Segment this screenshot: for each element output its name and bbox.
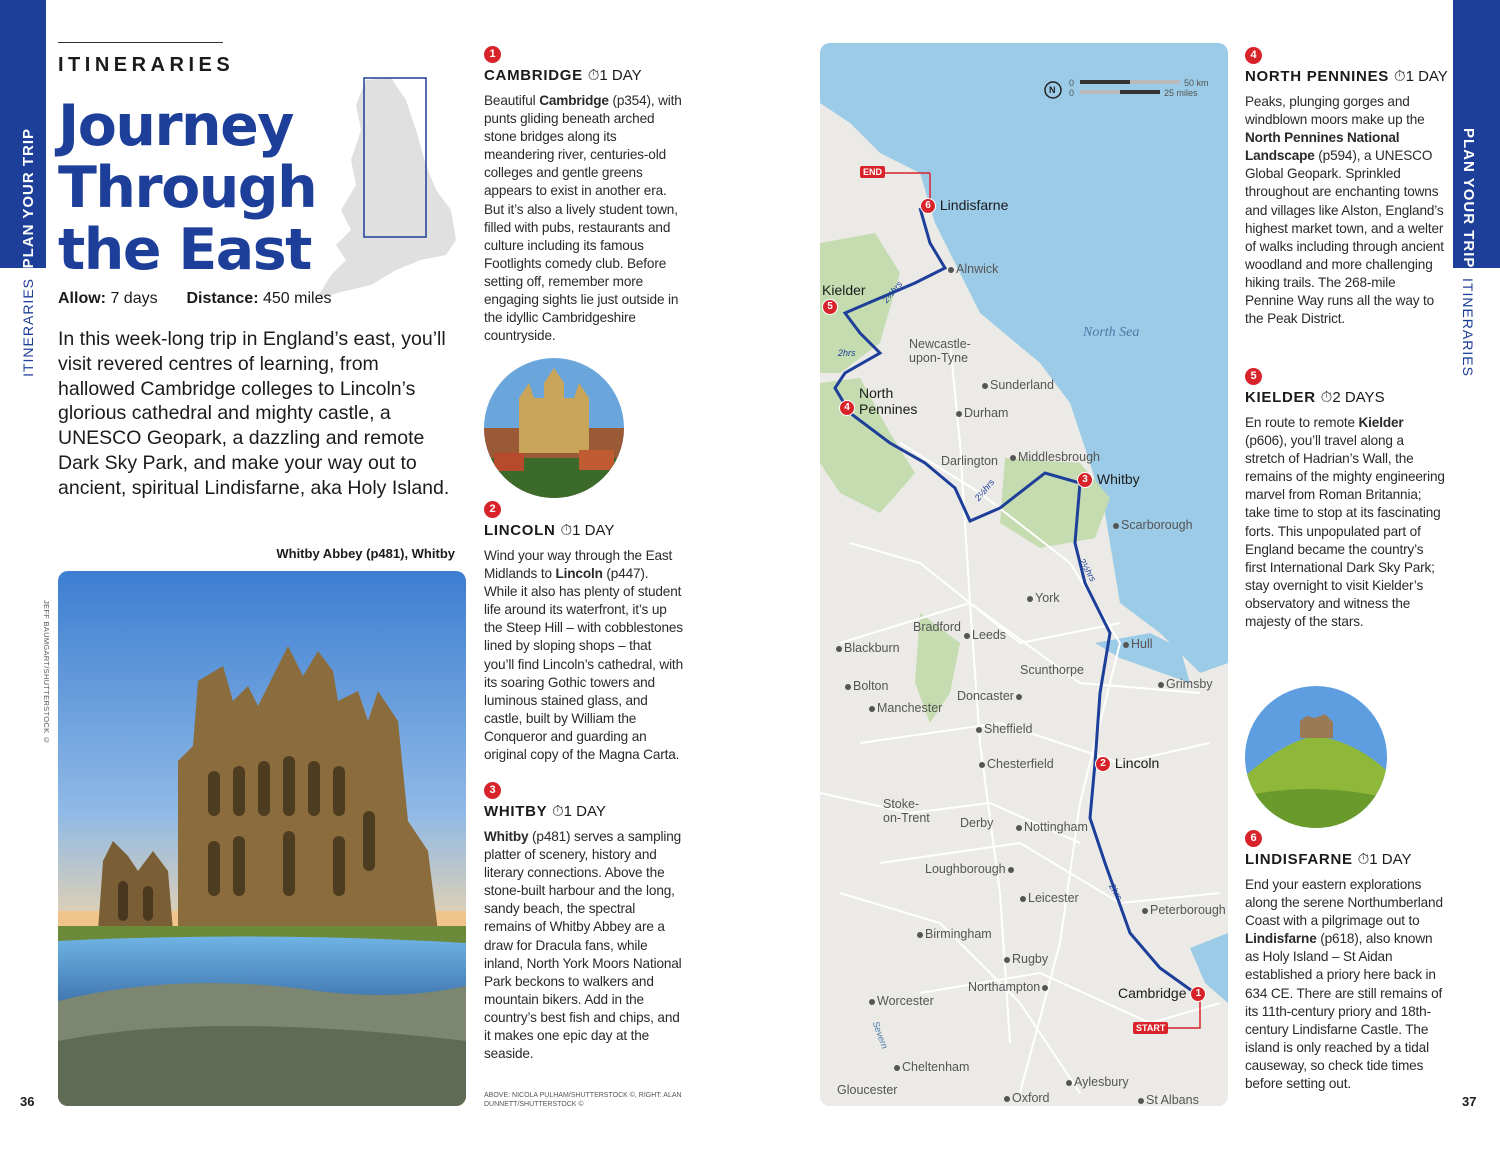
stop-north-pennines [1245, 45, 1448, 328]
stop-duration: 1 DAY [1369, 851, 1412, 868]
stop-name: LINCOLN [484, 522, 556, 539]
town-label: Leicester [1018, 891, 1079, 905]
stop-body: Wind your way through the East Midlands to Lincoln (p447). While it also has plenty of student life around its waterfront, it’s up the Steep Hill – with cobblestones lined by sloping shops – that you’ll find Lincoln’s cathedral, with its soaring Gothic towers and luminous stained glass, and castle, built by William the Conqueror and guarding an original copy of the Magna Carta. [484, 548, 683, 763]
sea-label: North Sea [1083, 325, 1140, 340]
town-label: Darlington [941, 454, 998, 468]
clock-icon: ⏱ [560, 522, 573, 539]
map-stop-north-pennines: 4 North Pennines [839, 385, 949, 417]
stop-duration: 1 DAY [599, 67, 642, 84]
whitby-abbey-photo [58, 571, 466, 1106]
scale-km: 50 km [1184, 78, 1209, 88]
spine-plan-your-trip-right: PLAN YOUR TRIP [1460, 128, 1477, 269]
town-label: Sheffield [974, 722, 1032, 736]
trip-meta [58, 290, 331, 308]
leg-time: 2½hrs [1076, 556, 1099, 584]
town-label: Bolton [843, 679, 888, 693]
stop-number: 4 [1245, 47, 1262, 64]
river-label: Severn [870, 1019, 890, 1051]
town-label: York [1025, 591, 1060, 605]
stop-heading [1245, 389, 1445, 406]
town-label: Bradford [913, 620, 961, 634]
lindisfarne-castle-photo [1245, 686, 1387, 828]
page-number-right: 37 [1462, 1094, 1477, 1109]
map-stop-whitby: 3 Whitby [1077, 471, 1140, 488]
town-label: Manchester [867, 701, 942, 715]
clock-icon: ⏱ [1393, 68, 1406, 85]
town-label: Grimsby [1156, 677, 1213, 691]
clock-icon: ⏱ [587, 67, 600, 84]
locator-map-icon [296, 70, 461, 305]
stop-heading [484, 522, 684, 539]
scale-miles: 25 miles [1164, 88, 1198, 98]
stop-duration: 1 DAY [1405, 68, 1448, 85]
town-label: Doncaster [957, 689, 1024, 703]
section-rule [58, 42, 223, 43]
end-tag: END [860, 166, 885, 178]
town-label: St Albans [1136, 1093, 1199, 1106]
town-label: Hull [1121, 637, 1153, 651]
stop-lincoln [484, 499, 684, 764]
stop-heading [484, 803, 684, 820]
stop-duration: 1 DAY [572, 522, 615, 539]
town-label: Gloucester [837, 1083, 898, 1097]
stop-body: Peaks, plunging gorges and windblown moors make up the North Pennines National Landscape (p594), a UNESCO Global Geopark. Sprinkled throughout are enchanting towns and villages like Alston, England’s highest market town, and a welter of walks including through ancient woodland and more challenging hiking trails. The 268-mile Pennine Way runs all the way to the Peak District. [1245, 94, 1444, 327]
town-label: Scarborough [1111, 518, 1193, 532]
map-stop-lindisfarne: 6 Lindisfarne [920, 197, 1008, 214]
intro-paragraph: In this week-long trip in England’s east, you’ll visit revered centres of learning, from hallowed Cambridge colleges to Lincoln’s glorious cathedral and mighty castle, a UNESCO Geopark, a dazzling and remote Dark Sky Park, and make your way out to ancient, spiritual Lindisfarne, aka Holy Island. [58, 328, 450, 499]
allow-value: 7 days [110, 290, 158, 307]
stop-body: End your eastern explorations along the serene Northumberland Coast with a pilgrimage out to Lindisfarne (p618), also known as Holy Island – St Aidan established a priory here back in 634 CE. There are still remains of its 11th-century priory and 18th-century Lindisfarne Castle. The island is only reached by a tidal causeway, so check tide times before setting out. [1245, 877, 1443, 1092]
town-label: Chesterfield [977, 757, 1054, 771]
town-label: Worcester [867, 994, 934, 1008]
stop-name: KIELDER [1245, 389, 1316, 406]
photo-credit: JEFF BAUMGART/SHUTTERSTOCK © [42, 600, 51, 746]
town-label: Newcastle-upon-Tyne [909, 337, 971, 365]
spine-plan-your-trip-left: PLAN YOUR TRIP [20, 128, 37, 269]
town-label: Northampton [968, 980, 1050, 994]
start-tag: START [1133, 1022, 1168, 1034]
leg-time: 2½hrs [880, 279, 905, 305]
clock-icon: ⏱ [1320, 389, 1333, 406]
photo-caption: Whitby Abbey (p481), Whitby [276, 546, 455, 561]
stop-number: 6 [1245, 830, 1262, 847]
town-label: Loughborough [925, 862, 1016, 876]
route-map [820, 43, 1228, 1106]
town-label: Cheltenham [892, 1060, 969, 1074]
spine-itineraries-right: ITINERARIES [1460, 278, 1476, 377]
page-number-left: 36 [20, 1094, 35, 1109]
town-label: Middlesbrough [1008, 450, 1100, 464]
town-label: Alnwick [946, 262, 998, 276]
stop-cambridge [484, 44, 684, 345]
page-title: Journey Through the East [58, 93, 317, 283]
town-label: Rugby [1002, 952, 1048, 966]
stop-number: 2 [484, 501, 501, 518]
town-label: Derby [960, 816, 994, 830]
scale-zero-km: 0 [1069, 78, 1075, 88]
stop-kielder [1245, 366, 1445, 631]
clock-icon: ⏱ [551, 803, 564, 820]
clock-icon: ⏱ [1357, 851, 1370, 868]
stop-body: Whitby (p481) serves a sampling platter of scenery, history and literary connections. Above the stone-built harbour and the long, sandy beach, the spectral remains of Whitby Abbey are a draw for Dracula fans, while inland, North York Moors National Park beckons to walkers and mountain bikers. Add in the country’s best fish and chips, and it makes one epic day at the seaside. [484, 829, 682, 1062]
leg-time: 2hrs [1107, 881, 1125, 903]
distance-value: 450 miles [262, 290, 332, 307]
stop-name: NORTH PENNINES [1245, 68, 1389, 85]
section-label: ITINERARIES [58, 54, 235, 76]
compass-icon: N [1049, 85, 1056, 95]
town-label: Aylesbury [1064, 1075, 1129, 1089]
town-label: Blackburn [834, 641, 900, 655]
photo-credits-middle: ABOVE: NICOLA PULHAM/SHUTTERSTOCK ©, RIGHT: ALAN DUNNETT/SHUTTERSTOCK © [484, 1092, 682, 1108]
town-label: Peterborough [1140, 903, 1226, 917]
stop-heading [1245, 68, 1448, 85]
stop-number: 1 [484, 46, 501, 63]
spine-itineraries-left: ITINERARIES [20, 278, 36, 377]
town-label: Oxford [1002, 1091, 1050, 1105]
stop-duration: 2 DAYS [1332, 389, 1385, 406]
town-label: Birmingham [915, 927, 992, 941]
stop-heading [484, 67, 684, 84]
town-label: Nottingham [1014, 820, 1088, 834]
allow-label: Allow: [58, 290, 106, 307]
stop-heading [1245, 851, 1445, 868]
map-stop-lincoln: 2 Lincoln [1095, 755, 1159, 772]
town-label: Leeds [962, 628, 1006, 642]
leg-time: 2½hrs [972, 477, 997, 503]
stop-whitby [484, 780, 684, 1063]
stop-lindisfarne [1245, 828, 1445, 1093]
lincoln-cathedral-photo [484, 358, 624, 498]
stop-name: LINDISFARNE [1245, 851, 1353, 868]
stop-number: 3 [484, 782, 501, 799]
town-label: Stoke-on-Trent [883, 797, 930, 825]
stop-body: En route to remote Kielder (p606), you’ll travel along a stretch of Hadrian’s Wall, the remains of the mighty engineering marvel from Roman Britannia; take time to stop at its fascinating forts. This unpopulated part of England became the country’s first International Dark Sky Park; stay overnight to visit Kielder’s observatory and witness the majesty of the stars. [1245, 415, 1445, 630]
leg-time: 2hrs [838, 348, 856, 358]
distance-label: Distance: [186, 290, 259, 307]
map-stop-cambridge: Cambridge 1 [1118, 985, 1206, 1002]
map-stop-kielder: Kielder 5 [822, 282, 866, 315]
town-label: Durham [954, 406, 1008, 420]
town-label: Scunthorpe [1020, 663, 1084, 677]
stop-body: Beautiful Cambridge (p354), with punts gliding beneath arched stone bridges along its meandering river, centuries-old colleges and gentle greens appears to exist in another era. But it’s also a lively student town, filled with pubs, restaurants and culture including its famous Footlights comedy club. Before setting off, remember more engaging sights lie just outside in the idyllic Cambridgeshire countryside. [484, 93, 682, 344]
stop-name: CAMBRIDGE [484, 67, 583, 84]
stop-name: WHITBY [484, 803, 548, 820]
town-label: Sunderland [980, 378, 1054, 392]
stop-duration: 1 DAY [563, 803, 606, 820]
stop-number: 5 [1245, 368, 1262, 385]
scale-zero-mi: 0 [1069, 88, 1075, 98]
